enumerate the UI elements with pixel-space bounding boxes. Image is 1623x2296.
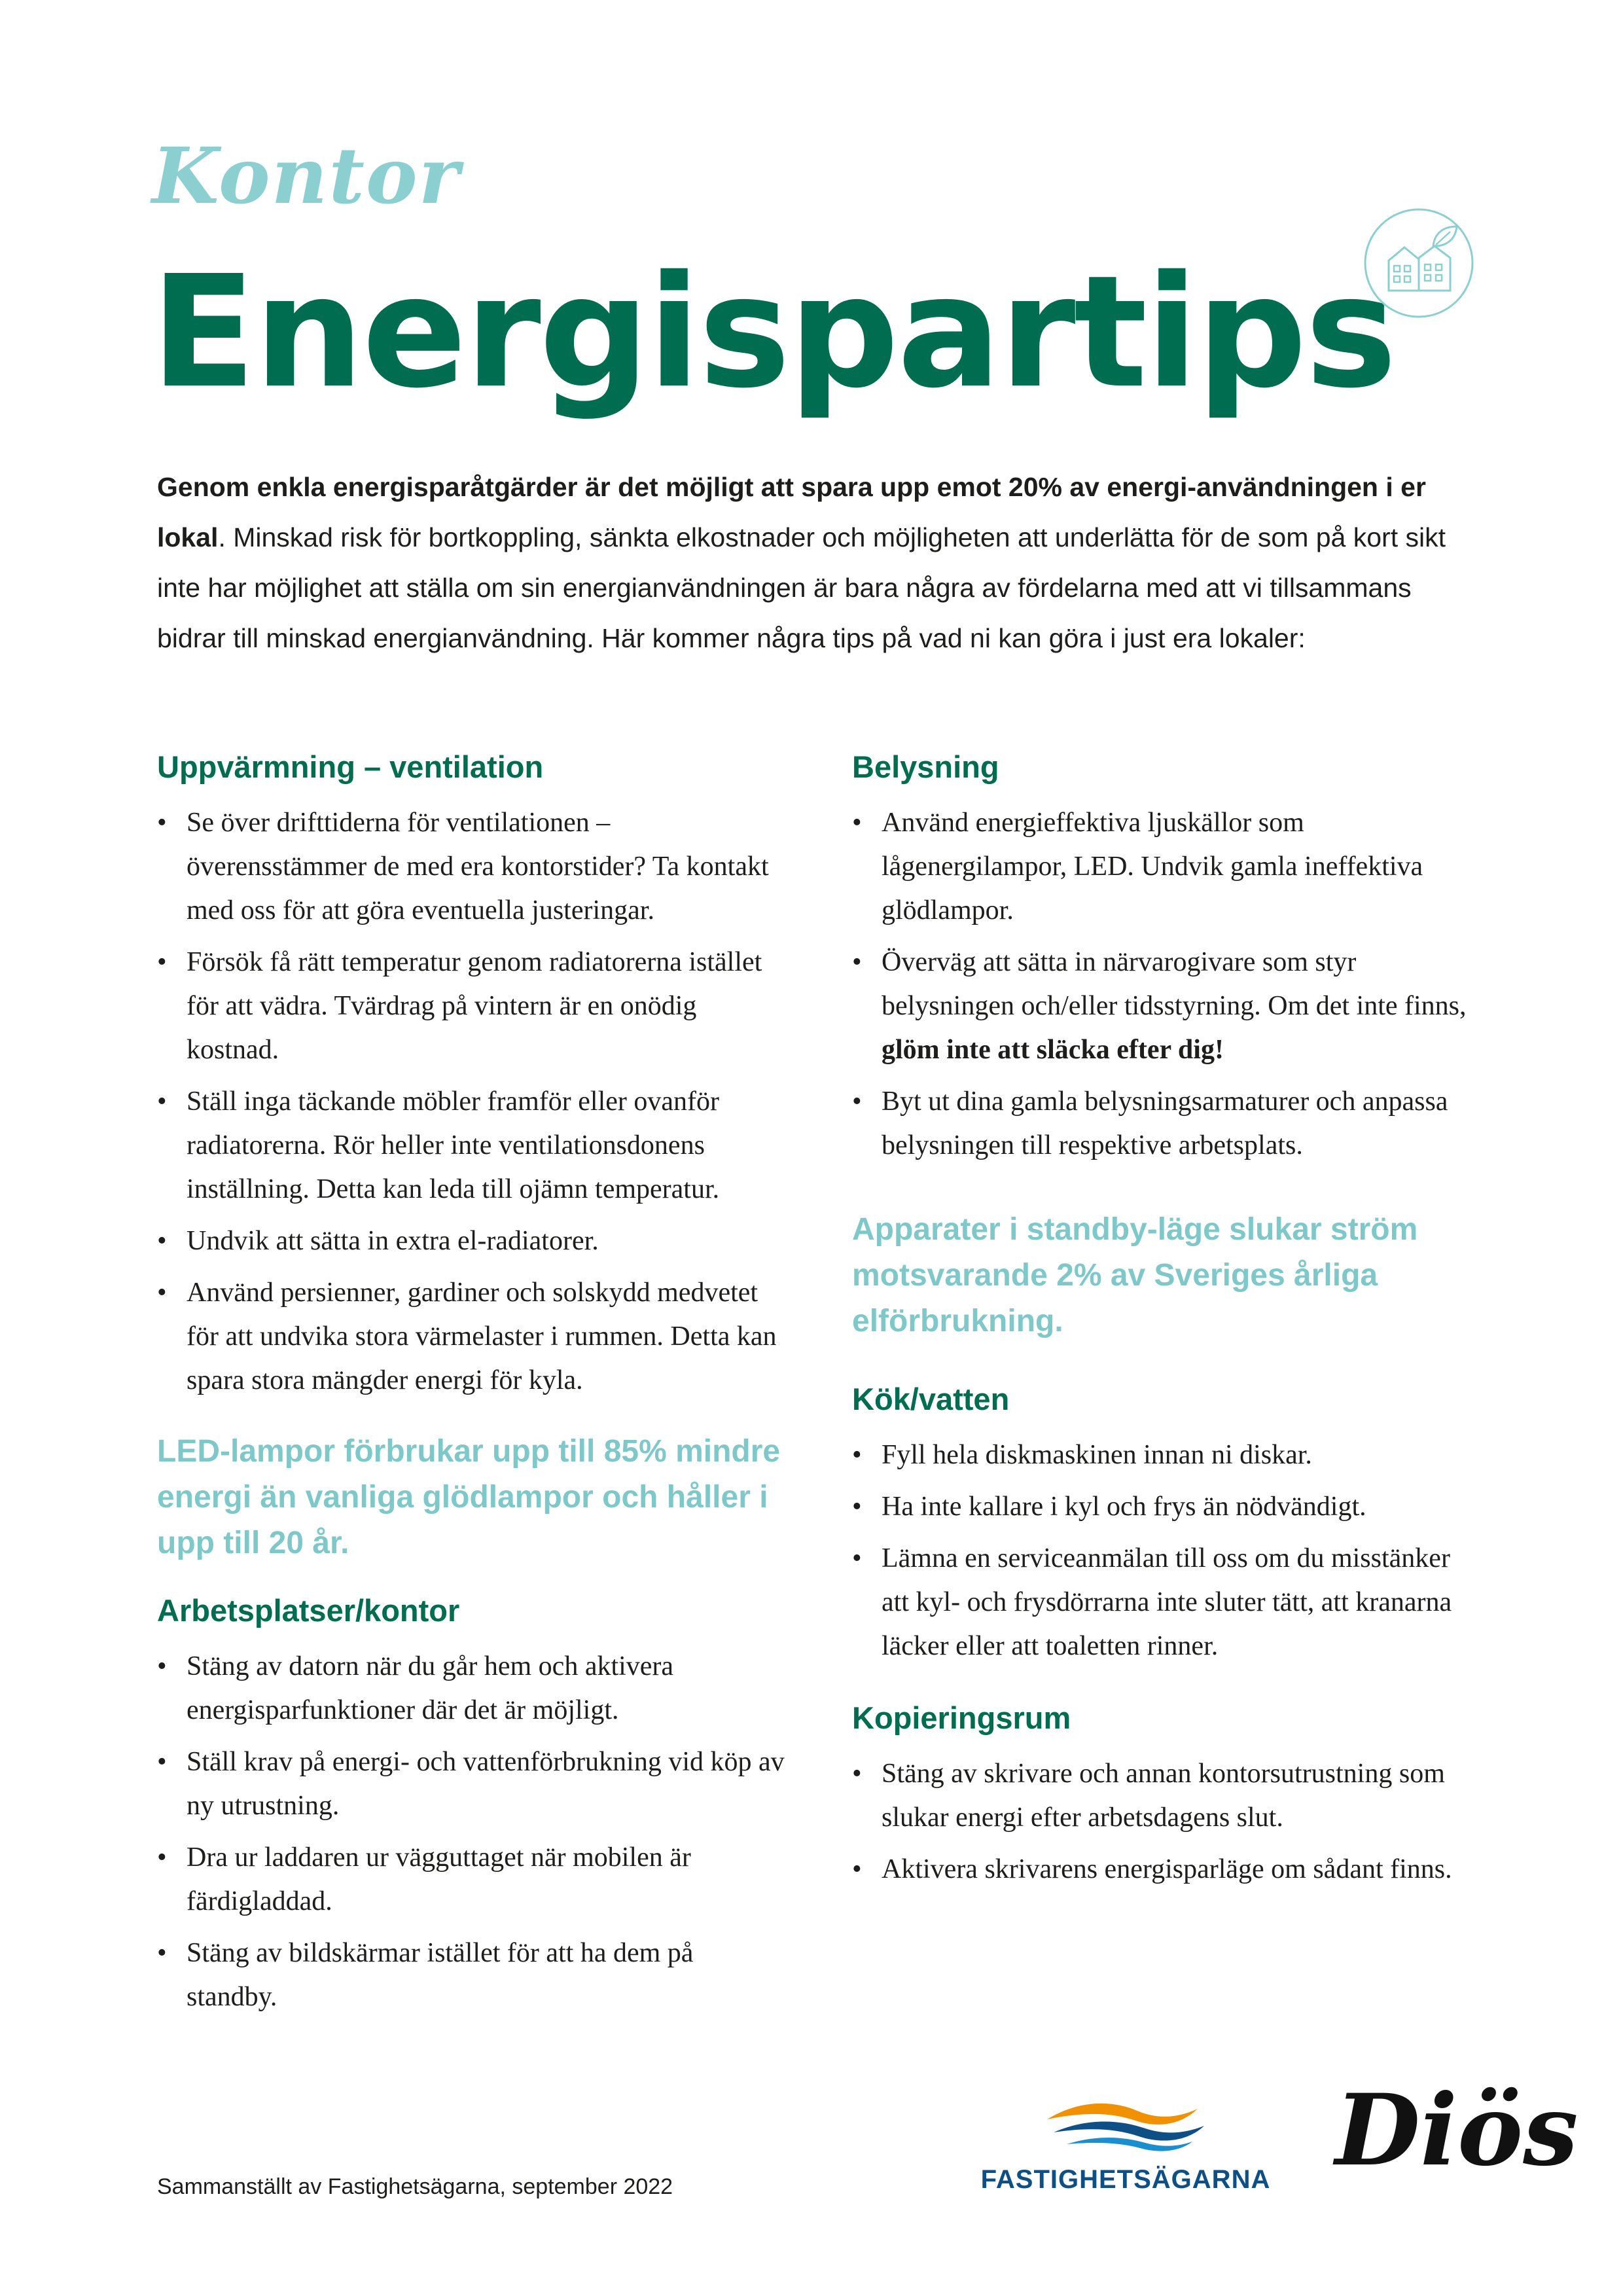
list-item: • Stäng av datorn när du går hem och aktivera energisparfunktioner där det är möjligt.	[157, 1651, 674, 1725]
list-item: • Dra ur laddaren ur vägguttaget när mobilen är färdigladdad.	[157, 1842, 691, 1916]
list-item: • Stäng av bildskärmar istället för att ha dem på standby.	[157, 1938, 694, 2012]
list-copy-room	[852, 1752, 1480, 1892]
heading-kitchen: Kök/vatten	[852, 1382, 1010, 1416]
section-lighting	[852, 746, 1480, 1168]
wave-logo-icon	[1041, 2094, 1211, 2153]
kicker-kontor: Kontor	[152, 130, 461, 221]
dios-logo: Diös	[1335, 2073, 1578, 2188]
list-item: • Använd persienner, gardiner och solskydd medvetet för att undvika stora värmelaster i rummen. Detta kan spara stora mängder energi för kyla.	[157, 1278, 777, 1395]
list-heating	[157, 801, 785, 1403]
page-title: Energispartips	[151, 242, 1395, 422]
footer-credit: Sammanställt av Fastighetsägarna, september 2022	[157, 2174, 673, 2199]
list-item: • Byt ut dina gamla belysningsarmaturer och anpassa belysningen till respektive arbetsplats.	[852, 1086, 1448, 1160]
fastighetsagarna-logo	[969, 2094, 1283, 2199]
section-workplaces	[157, 1590, 785, 2019]
callout-led: LED-lampor förbrukar upp till 85% mindre energi än vanliga glödlampor och håller i upp till 20 år.	[157, 1434, 781, 1560]
right-column	[852, 746, 1480, 1899]
heading-heating: Uppvärmning – ventilation	[157, 749, 544, 784]
list-item: • Lämna en serviceanmälan till oss om du misstänker att kyl- och frysdörrarna inte sluter tätt, att kranarna läcker eller att toaletten rinner.	[852, 1543, 1452, 1661]
list-item: • Ställ inga täckande möbler framför eller ovanför radiatorerna. Rör heller inte ventilationsdonens inställning. Detta kan leda till ojämn temperatur.	[157, 1086, 720, 1204]
list-item: • Fyll hela diskmaskinen innan ni diskar.	[852, 1440, 1312, 1470]
section-heating	[157, 746, 785, 1403]
list-kitchen	[852, 1433, 1480, 1668]
emphasis-text: glöm inte att släcka efter dig!	[882, 1035, 1224, 1065]
intro-paragraph	[157, 462, 1459, 664]
intro-rest: . Minskad risk för bortkoppling, sänkta elkostnader och möjligheten att underlätta för de som på kort sikt inte har möjlighet att ställa om sin energianvändningen är bara några av fördelarna med att vi tillsammans bidrar till minskad energianvändning. Här kommer några tips på vad ni kan göra i just era lokaler:	[157, 522, 1446, 653]
list-item: • Undvik att sätta in extra el-radiatorer.	[157, 1226, 599, 1256]
list-item: • Aktivera skrivarens energisparläge om sådant finns.	[852, 1854, 1452, 1884]
list-item: • Försök få rätt temperatur genom radiatorerna istället för att vädra. Tvärdrag på vintern är en onödig kostnad.	[157, 947, 762, 1065]
list-workplaces	[157, 1645, 785, 2019]
list-item: • Stäng av skrivare och annan kontorsutrustning som slukar energi efter arbetsdagens slut.	[852, 1759, 1445, 1833]
fastighetsagarna-wordmark: FASTIGHETSÄGARNA	[980, 2165, 1271, 2194]
list-item: • Ha inte kallare i kyl och frys än nödvändigt.	[852, 1492, 1366, 1522]
section-copy-room	[852, 1697, 1480, 1892]
heading-lighting: Belysning	[852, 749, 999, 784]
heading-copy-room: Kopieringsrum	[852, 1700, 1071, 1735]
intro-bold: Genom enkla energisparåtgärder är det möjligt att spara upp emot 20% av energi-användningen i er lokal	[157, 472, 1426, 552]
list-item: • Se över drifttiderna för ventilationen – överensstämmer de med era kontorstider? Ta kontakt med oss för att göra eventuella justeringar.	[157, 808, 769, 925]
list-item: • Använd energieffektiva ljuskällor som lågenergilampor, LED. Undvik gamla ineffektiva glödlampor.	[852, 808, 1423, 925]
heading-workplaces: Arbetsplatser/kontor	[157, 1593, 460, 1628]
list-item: • Ställ krav på energi- och vattenförbrukning vid köp av ny utrustning.	[157, 1747, 785, 1821]
house-leaf-icon	[1363, 207, 1475, 319]
section-kitchen	[852, 1378, 1480, 1668]
list-item: • Överväg att sätta in närvarogivare som styr belysningen och/eller tidsstyrning. Om det inte finns, glöm inte att släcka efter dig!	[852, 947, 1467, 1065]
list-lighting	[852, 801, 1480, 1168]
callout-standby: Apparater i standby-läge slukar ström motsvarande 2% av Sveriges årliga elförbrukning.	[852, 1212, 1418, 1338]
left-column	[157, 746, 785, 2027]
